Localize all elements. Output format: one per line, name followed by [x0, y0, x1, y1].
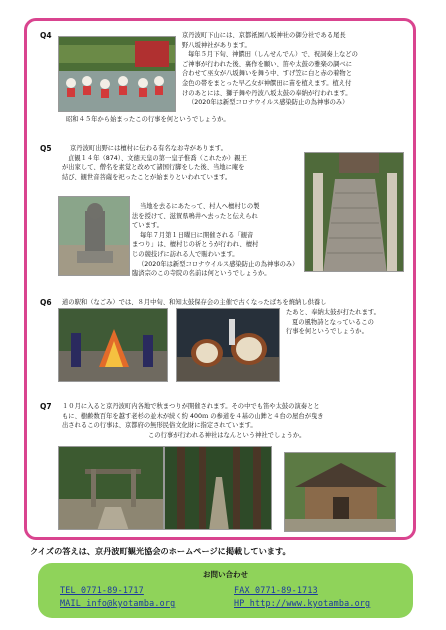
q4-line: 京丹波町下山には、京都祇園八坂神社の御分社である尾長 [182, 32, 346, 39]
q5-line: が出家して、僧名を素覚と改めて諸国行脚をした後、当地に庵を [62, 164, 245, 172]
q7-line: 出されるこの行事は、京都府の無形民俗文化財に指定されています。 [62, 422, 257, 430]
q7-line: もに、樹齢数百年を越す老杉の並木が続く約 400ｍ の参道を４基の山鉾と４台の屋台が曳き [62, 412, 324, 420]
q5-line: 当地を去るにあたって、村人へ檀村じの製 [140, 203, 260, 210]
q5-line: 貞観１４年（874）、文徳天皇の第一皇子惟喬（これたか）親王 [68, 154, 247, 162]
tel-link[interactable]: TEL 0771-89-1717 [60, 585, 144, 595]
q6-line: 行事を何というでしょうか。 [286, 328, 368, 336]
mail-link[interactable]: MAIL info@kyotamba.org [60, 598, 176, 608]
q4-line: 金色の帯をまとった早乙女が神饌田に苗を植えます。植え付 [182, 79, 352, 87]
q5-number: Q5 [40, 144, 52, 153]
q6-line: 夏の風物詩となっているこの [292, 318, 374, 326]
q5-line: 京丹波町出野には檀村に伝わる有名なお寺があります。 [70, 145, 227, 152]
q7-line: １０月に入ると京丹波町内各地で秋まつりが開催されます。その中でも笛や太鼓の演奏とと [62, 403, 320, 410]
q6-bachi-burning-photo [58, 308, 168, 382]
q4-line: 野八坂神社があります。 [182, 41, 251, 49]
q5-text-top [62, 144, 302, 182]
fax-number: FAX 0771-89-1713 [234, 585, 318, 595]
q7-shrine-hall-photo [284, 452, 396, 532]
q5-line: まつり」は、檀村じの祈とうが行われ、檀村 [132, 241, 259, 249]
q6-text [286, 308, 406, 337]
q7-text [62, 402, 410, 440]
q6-line: たあと、奉納太鼓が打たれます。 [286, 309, 380, 316]
q5-line: 毎年７月第１日曜日に開催される「観音 [140, 231, 254, 239]
q5-line: （2020年は新型コロナウイルス感染防止の為神事のみ） [138, 260, 299, 268]
q5-line: ています。 [132, 222, 163, 230]
contact-box [38, 563, 413, 618]
q4-line: （2020年は新型コロナウイルス感染防止の為神事のみ） [188, 99, 349, 107]
q4-line: 毎年５月下旬、神饌田（しんせんでん）で、祝詞奏上などの [188, 51, 358, 59]
q5-line: 結び、観世音菩薩を祀ったことが始まりといわれています。 [62, 173, 232, 181]
q7-cedar-path-photo [164, 446, 272, 530]
q6-number: Q6 [40, 298, 52, 307]
q4-rice-planting-photo [58, 36, 176, 112]
q7-number: Q7 [40, 402, 52, 411]
q5-line: じの競技げに訪れる人で賑わいます。 [132, 250, 239, 258]
q5-line: 法を授けて、滋賀県鳴井へ去ったと伝えられ [132, 212, 258, 220]
homepage-link[interactable]: HP http://www.kyotamba.org [234, 598, 371, 608]
q6-line: 道の駅和（なごみ）では、８月中旬、和知太鼓保存会の主催で古くなったばちを焼納し供養し [62, 299, 327, 306]
q4-question: 昭和４５年から始まったこの行事を何というでしょうか。 [66, 116, 230, 123]
announcement: クイズの答えは、京丹波町観光協会のホームページに掲載しています。 [30, 546, 291, 556]
q4-number: Q4 [40, 31, 52, 40]
q4-line: ご神事が行われた後、裏作を願い、笛や太鼓の雅楽の調べに [182, 60, 353, 68]
q4-text [182, 31, 408, 108]
q4-line: けのあとには、獅子舞や丹波八坂太鼓の奉納が行われます。 [182, 89, 352, 97]
q7-shrine-torii-photo [58, 446, 164, 530]
q7-line: この行事が行われる神社はなんという神社でしょうか。 [148, 431, 306, 439]
q5-temple-stairs-photo [304, 152, 404, 272]
q5-buddha-statue-photo [58, 196, 130, 276]
q4-line: 合わせて巫女が八坂舞いを舞う中、すげ笠に白と赤の着物と [182, 70, 353, 78]
q5-line: 臨済宗のこの寺院の名前は何というでしょうか。 [132, 270, 271, 278]
contact-heading: お問い合わせ [203, 570, 248, 579]
q5-text-mid [132, 202, 304, 279]
q6-taiko-drums-photo [176, 308, 280, 382]
